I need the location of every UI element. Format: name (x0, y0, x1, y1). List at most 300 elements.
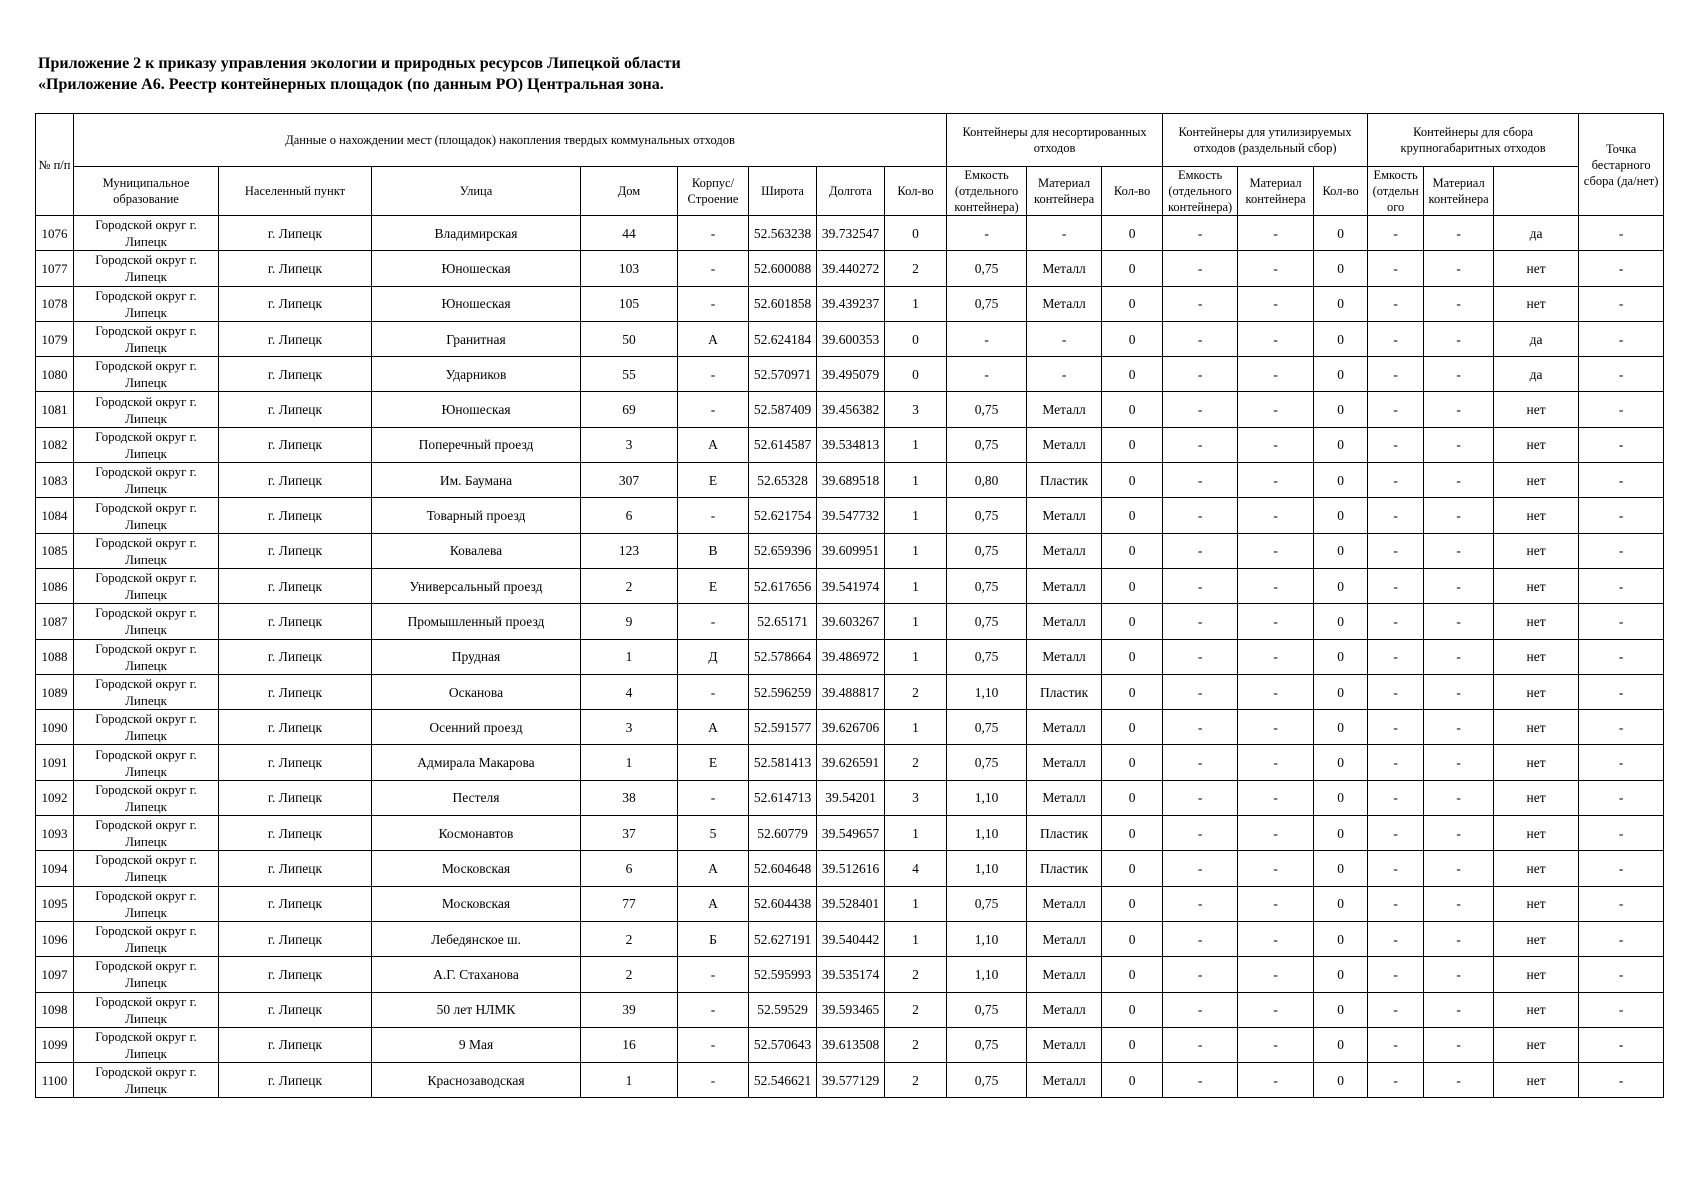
cell-settlement: г. Липецк (219, 498, 372, 533)
cell-building: - (678, 1063, 749, 1098)
cell-municipality: Городской округ г. Липецк (74, 216, 219, 251)
cell-building: А (678, 321, 749, 356)
cell-bulky-count: 0 (1314, 463, 1368, 498)
cell-bulky-material: - (1424, 604, 1494, 639)
cell-bulky-material: - (1424, 321, 1494, 356)
cell-bulky-count: 0 (1314, 1063, 1368, 1098)
cell-settlement: г. Липецк (219, 216, 372, 251)
cell-recycle-material: - (1238, 216, 1314, 251)
cell-num: 1080 (36, 357, 74, 392)
cell-note: - (1579, 745, 1664, 780)
cell-num: 1096 (36, 921, 74, 956)
table-row (36, 957, 1664, 992)
cell-lat: 52.604648 (749, 851, 817, 886)
cell-unsorted-capacity: 1,10 (947, 921, 1027, 956)
cell-recycle-capacity: - (1163, 639, 1238, 674)
cell-house: 6 (581, 498, 678, 533)
cell-unsorted-material: Пластик (1027, 851, 1102, 886)
cell-bulky-count: 0 (1314, 816, 1368, 851)
cell-lat: 52.65171 (749, 604, 817, 639)
cell-house: 1 (581, 639, 678, 674)
cell-bulky-material: - (1424, 816, 1494, 851)
cell-unsorted-material: Металл (1027, 392, 1102, 427)
cell-unsorted-capacity: 0,75 (947, 710, 1027, 745)
cell-num: 1094 (36, 851, 74, 886)
cell-street: Лебедянское ш. (372, 921, 581, 956)
cell-building: - (678, 216, 749, 251)
cell-building: - (678, 992, 749, 1027)
cell-bulky-material: - (1424, 710, 1494, 745)
header-bulky-capacity: Емкость (отдельн ого (1368, 167, 1424, 216)
cell-unsorted-material: Металл (1027, 780, 1102, 815)
cell-unsorted-count: 1 (885, 427, 947, 462)
cell-street: Московская (372, 851, 581, 886)
cell-bulky-count: 0 (1314, 639, 1368, 674)
cell-building: - (678, 780, 749, 815)
cell-house: 2 (581, 568, 678, 603)
cell-num: 1081 (36, 392, 74, 427)
cell-recycle-count: 0 (1102, 992, 1163, 1027)
cell-settlement: г. Липецк (219, 251, 372, 286)
cell-house: 2 (581, 957, 678, 992)
cell-building: Б (678, 921, 749, 956)
cell-num: 1076 (36, 216, 74, 251)
cell-unsorted-material: Металл (1027, 533, 1102, 568)
table-row (36, 710, 1664, 745)
cell-recycle-capacity: - (1163, 498, 1238, 533)
cell-lat: 52.59529 (749, 992, 817, 1027)
table-row (36, 251, 1664, 286)
cell-bulky-material: - (1424, 1063, 1494, 1098)
cell-building: 5 (678, 816, 749, 851)
cell-house: 2 (581, 921, 678, 956)
cell-recycle-material: - (1238, 463, 1314, 498)
cell-settlement: г. Липецк (219, 321, 372, 356)
cell-street: Им. Баумана (372, 463, 581, 498)
cell-bulky-capacity: - (1368, 992, 1424, 1027)
cell-bulk-point: нет (1494, 851, 1579, 886)
cell-lon: 39.495079 (817, 357, 885, 392)
cell-recycle-count: 0 (1102, 780, 1163, 815)
cell-municipality: Городской округ г. Липецк (74, 533, 219, 568)
cell-bulky-material: - (1424, 463, 1494, 498)
cell-num: 1089 (36, 674, 74, 709)
cell-num: 1092 (36, 780, 74, 815)
cell-bulky-material: - (1424, 498, 1494, 533)
cell-recycle-capacity: - (1163, 745, 1238, 780)
cell-settlement: г. Липецк (219, 1063, 372, 1098)
cell-recycle-count: 0 (1102, 533, 1163, 568)
cell-unsorted-count: 1 (885, 604, 947, 639)
cell-unsorted-material: Металл (1027, 1063, 1102, 1098)
cell-bulky-material: - (1424, 886, 1494, 921)
cell-unsorted-capacity: 0,75 (947, 604, 1027, 639)
cell-lat: 52.591577 (749, 710, 817, 745)
cell-bulk-point: нет (1494, 816, 1579, 851)
table-row (36, 674, 1664, 709)
cell-num: 1090 (36, 710, 74, 745)
cell-municipality: Городской округ г. Липецк (74, 604, 219, 639)
cell-recycle-capacity: - (1163, 816, 1238, 851)
cell-bulk-point: нет (1494, 992, 1579, 1027)
cell-bulky-material: - (1424, 286, 1494, 321)
cell-unsorted-capacity: 0,75 (947, 251, 1027, 286)
cell-building: - (678, 251, 749, 286)
cell-unsorted-count: 0 (885, 321, 947, 356)
cell-bulk-point: нет (1494, 921, 1579, 956)
table-row (36, 816, 1664, 851)
cell-recycle-capacity: - (1163, 568, 1238, 603)
cell-recycle-capacity: - (1163, 710, 1238, 745)
cell-bulky-material: - (1424, 1027, 1494, 1062)
cell-lon: 39.540442 (817, 921, 885, 956)
cell-municipality: Городской округ г. Липецк (74, 463, 219, 498)
cell-municipality: Городской округ г. Липецк (74, 427, 219, 462)
cell-unsorted-count: 2 (885, 251, 947, 286)
cell-bulky-capacity: - (1368, 710, 1424, 745)
cell-municipality: Городской округ г. Липецк (74, 321, 219, 356)
cell-recycle-capacity: - (1163, 392, 1238, 427)
cell-municipality: Городской округ г. Липецк (74, 568, 219, 603)
cell-bulky-material: - (1424, 568, 1494, 603)
cell-recycle-count: 0 (1102, 216, 1163, 251)
cell-recycle-material: - (1238, 568, 1314, 603)
cell-lon: 39.535174 (817, 957, 885, 992)
header-bulky-material: Материал контейнера (1424, 167, 1494, 216)
cell-settlement: г. Липецк (219, 604, 372, 639)
table-row (36, 357, 1664, 392)
cell-num: 1099 (36, 1027, 74, 1062)
cell-settlement: г. Липецк (219, 533, 372, 568)
cell-unsorted-count: 1 (885, 286, 947, 321)
cell-unsorted-material: Металл (1027, 604, 1102, 639)
cell-settlement: г. Липецк (219, 427, 372, 462)
cell-municipality: Городской округ г. Липецк (74, 710, 219, 745)
cell-num: 1100 (36, 1063, 74, 1098)
cell-municipality: Городской округ г. Липецк (74, 921, 219, 956)
cell-bulky-capacity: - (1368, 463, 1424, 498)
cell-bulky-count: 0 (1314, 745, 1368, 780)
cell-bulky-capacity: - (1368, 674, 1424, 709)
table-row (36, 392, 1664, 427)
cell-lon: 39.439237 (817, 286, 885, 321)
cell-house: 38 (581, 780, 678, 815)
cell-bulky-count: 0 (1314, 533, 1368, 568)
cell-unsorted-material: Металл (1027, 710, 1102, 745)
heading-line-2: «Приложение А6. Реестр контейнерных площадок (по данным РО) Центральная зона. (38, 76, 664, 93)
cell-lon: 39.541974 (817, 568, 885, 603)
cell-municipality: Городской округ г. Липецк (74, 780, 219, 815)
cell-unsorted-material: Металл (1027, 745, 1102, 780)
cell-bulky-count: 0 (1314, 780, 1368, 815)
cell-bulk-point: нет (1494, 745, 1579, 780)
header-bulky-count: Кол-во (1314, 167, 1368, 216)
table-row (36, 851, 1664, 886)
cell-note: - (1579, 992, 1664, 1027)
cell-lon: 39.456382 (817, 392, 885, 427)
cell-municipality: Городской округ г. Липецк (74, 1063, 219, 1098)
cell-municipality: Городской округ г. Липецк (74, 1027, 219, 1062)
cell-building: А (678, 427, 749, 462)
cell-settlement: г. Липецк (219, 886, 372, 921)
cell-recycle-count: 0 (1102, 568, 1163, 603)
cell-recycle-capacity: - (1163, 992, 1238, 1027)
cell-street: Универсальный проезд (372, 568, 581, 603)
cell-unsorted-capacity: - (947, 216, 1027, 251)
header-recycle-count: Кол-во (1102, 167, 1163, 216)
cell-recycle-material: - (1238, 604, 1314, 639)
cell-recycle-material: - (1238, 745, 1314, 780)
cell-street: Юношеская (372, 251, 581, 286)
header-recycle-group: Контейнеры для утилизируемых отходов (раздельный сбор) (1163, 114, 1368, 167)
cell-municipality: Городской округ г. Липецк (74, 357, 219, 392)
cell-bulky-material: - (1424, 957, 1494, 992)
cell-num: 1085 (36, 533, 74, 568)
cell-recycle-material: - (1238, 533, 1314, 568)
cell-street: Юношеская (372, 286, 581, 321)
header-house: Дом (581, 167, 678, 216)
cell-bulky-material: - (1424, 216, 1494, 251)
cell-note: - (1579, 674, 1664, 709)
cell-settlement: г. Липецк (219, 357, 372, 392)
cell-bulky-capacity: - (1368, 957, 1424, 992)
cell-recycle-count: 0 (1102, 710, 1163, 745)
cell-recycle-count: 0 (1102, 463, 1163, 498)
cell-settlement: г. Липецк (219, 992, 372, 1027)
table-row (36, 568, 1664, 603)
table-row (36, 745, 1664, 780)
cell-recycle-count: 0 (1102, 816, 1163, 851)
cell-recycle-count: 0 (1102, 498, 1163, 533)
cell-house: 3 (581, 427, 678, 462)
cell-bulky-count: 0 (1314, 886, 1368, 921)
cell-lon: 39.549657 (817, 816, 885, 851)
cell-bulky-capacity: - (1368, 851, 1424, 886)
cell-bulky-material: - (1424, 639, 1494, 674)
cell-recycle-count: 0 (1102, 745, 1163, 780)
cell-bulky-count: 0 (1314, 392, 1368, 427)
cell-unsorted-count: 2 (885, 957, 947, 992)
cell-bulky-material: - (1424, 357, 1494, 392)
cell-note: - (1579, 710, 1664, 745)
cell-bulky-material: - (1424, 427, 1494, 462)
cell-lon: 39.528401 (817, 886, 885, 921)
cell-note: - (1579, 780, 1664, 815)
cell-building: А (678, 886, 749, 921)
header-num: № п/п (36, 114, 74, 216)
cell-recycle-capacity: - (1163, 533, 1238, 568)
cell-note: - (1579, 1063, 1664, 1098)
cell-unsorted-count: 2 (885, 1063, 947, 1098)
cell-recycle-count: 0 (1102, 392, 1163, 427)
cell-bulky-capacity: - (1368, 286, 1424, 321)
cell-recycle-count: 0 (1102, 1027, 1163, 1062)
cell-unsorted-material: Пластик (1027, 463, 1102, 498)
cell-building: - (678, 498, 749, 533)
cell-recycle-count: 0 (1102, 639, 1163, 674)
cell-lat: 52.546621 (749, 1063, 817, 1098)
cell-lon: 39.54201 (817, 780, 885, 815)
cell-bulky-count: 0 (1314, 498, 1368, 533)
cell-num: 1091 (36, 745, 74, 780)
cell-bulky-count: 0 (1314, 321, 1368, 356)
cell-unsorted-count: 2 (885, 745, 947, 780)
cell-lat: 52.627191 (749, 921, 817, 956)
table-row (36, 992, 1664, 1027)
cell-municipality: Городской округ г. Липецк (74, 957, 219, 992)
cell-recycle-material: - (1238, 957, 1314, 992)
cell-unsorted-material: Металл (1027, 251, 1102, 286)
cell-building: А (678, 710, 749, 745)
cell-building: - (678, 286, 749, 321)
cell-municipality: Городской округ г. Липецк (74, 745, 219, 780)
cell-note: - (1579, 251, 1664, 286)
table-row (36, 1027, 1664, 1062)
cell-street: 9 Мая (372, 1027, 581, 1062)
cell-unsorted-capacity: 0,80 (947, 463, 1027, 498)
cell-street: Прудная (372, 639, 581, 674)
cell-bulky-capacity: - (1368, 568, 1424, 603)
table-row (36, 427, 1664, 462)
cell-house: 4 (581, 674, 678, 709)
cell-building: Д (678, 639, 749, 674)
cell-lon: 39.593465 (817, 992, 885, 1027)
cell-house: 105 (581, 286, 678, 321)
cell-unsorted-capacity: 0,75 (947, 568, 1027, 603)
cell-street: Владимирская (372, 216, 581, 251)
cell-lon: 39.626706 (817, 710, 885, 745)
cell-street: Осенний проезд (372, 710, 581, 745)
cell-municipality: Городской округ г. Липецк (74, 992, 219, 1027)
cell-unsorted-capacity: 0,75 (947, 533, 1027, 568)
cell-recycle-capacity: - (1163, 286, 1238, 321)
cell-house: 3 (581, 710, 678, 745)
cell-building: Е (678, 745, 749, 780)
cell-settlement: г. Липецк (219, 957, 372, 992)
cell-bulky-capacity: - (1368, 427, 1424, 462)
cell-unsorted-material: Металл (1027, 886, 1102, 921)
cell-settlement: г. Липецк (219, 745, 372, 780)
cell-unsorted-material: - (1027, 216, 1102, 251)
cell-bulk-point: нет (1494, 604, 1579, 639)
cell-street: Космонавтов (372, 816, 581, 851)
cell-recycle-material: - (1238, 886, 1314, 921)
cell-lon: 39.440272 (817, 251, 885, 286)
cell-unsorted-material: Пластик (1027, 674, 1102, 709)
cell-unsorted-capacity: 1,10 (947, 816, 1027, 851)
cell-bulk-point: нет (1494, 286, 1579, 321)
cell-settlement: г. Липецк (219, 639, 372, 674)
cell-settlement: г. Липецк (219, 568, 372, 603)
cell-house: 50 (581, 321, 678, 356)
cell-note: - (1579, 568, 1664, 603)
table-row (36, 1063, 1664, 1098)
cell-municipality: Городской округ г. Липецк (74, 851, 219, 886)
cell-settlement: г. Липецк (219, 921, 372, 956)
cell-recycle-material: - (1238, 1063, 1314, 1098)
cell-bulk-point: нет (1494, 463, 1579, 498)
cell-recycle-capacity: - (1163, 780, 1238, 815)
cell-bulk-point: нет (1494, 251, 1579, 286)
cell-note: - (1579, 533, 1664, 568)
cell-building: - (678, 957, 749, 992)
cell-building: А (678, 851, 749, 886)
cell-unsorted-capacity: 0,75 (947, 886, 1027, 921)
cell-street: Поперечный проезд (372, 427, 581, 462)
cell-lat: 52.570971 (749, 357, 817, 392)
cell-bulky-count: 0 (1314, 357, 1368, 392)
cell-house: 16 (581, 1027, 678, 1062)
cell-lon: 39.512616 (817, 851, 885, 886)
cell-bulky-material: - (1424, 992, 1494, 1027)
cell-unsorted-count: 0 (885, 216, 947, 251)
cell-recycle-capacity: - (1163, 357, 1238, 392)
cell-bulk-point: нет (1494, 568, 1579, 603)
cell-recycle-material: - (1238, 498, 1314, 533)
cell-recycle-capacity: - (1163, 321, 1238, 356)
cell-house: 37 (581, 816, 678, 851)
cell-house: 1 (581, 745, 678, 780)
cell-recycle-count: 0 (1102, 251, 1163, 286)
cell-recycle-material: - (1238, 427, 1314, 462)
cell-num: 1097 (36, 957, 74, 992)
cell-recycle-material: - (1238, 357, 1314, 392)
cell-bulk-point: нет (1494, 1027, 1579, 1062)
cell-unsorted-count: 2 (885, 674, 947, 709)
cell-building: - (678, 604, 749, 639)
cell-recycle-count: 0 (1102, 851, 1163, 886)
cell-street: Ковалева (372, 533, 581, 568)
cell-unsorted-material: - (1027, 357, 1102, 392)
cell-recycle-material: - (1238, 992, 1314, 1027)
cell-bulk-point: да (1494, 321, 1579, 356)
table-row (36, 604, 1664, 639)
cell-unsorted-count: 1 (885, 886, 947, 921)
cell-note: - (1579, 886, 1664, 921)
cell-num: 1093 (36, 816, 74, 851)
cell-bulky-count: 0 (1314, 286, 1368, 321)
cell-note: - (1579, 427, 1664, 462)
cell-lat: 52.563238 (749, 216, 817, 251)
cell-bulk-point: да (1494, 357, 1579, 392)
cell-recycle-capacity: - (1163, 957, 1238, 992)
cell-unsorted-capacity: 0,75 (947, 639, 1027, 674)
cell-lat: 52.617656 (749, 568, 817, 603)
header-unsorted-group: Контейнеры для несортированных отходов (947, 114, 1163, 167)
cell-municipality: Городской округ г. Липецк (74, 392, 219, 427)
cell-bulk-point: нет (1494, 780, 1579, 815)
cell-bulky-capacity: - (1368, 1027, 1424, 1062)
header-settlement: Населенный пункт (219, 167, 372, 216)
cell-recycle-capacity: - (1163, 463, 1238, 498)
cell-building: Е (678, 568, 749, 603)
cell-unsorted-capacity: 0,75 (947, 498, 1027, 533)
cell-lat: 52.600088 (749, 251, 817, 286)
cell-settlement: г. Липецк (219, 674, 372, 709)
cell-num: 1082 (36, 427, 74, 462)
table-header (36, 114, 1664, 216)
cell-unsorted-count: 1 (885, 639, 947, 674)
cell-unsorted-capacity: 1,10 (947, 957, 1027, 992)
cell-building: - (678, 1027, 749, 1062)
table-row (36, 639, 1664, 674)
cell-bulk-point: нет (1494, 392, 1579, 427)
cell-recycle-material: - (1238, 392, 1314, 427)
cell-recycle-material: - (1238, 674, 1314, 709)
cell-street: Промышленный проезд (372, 604, 581, 639)
cell-lon: 39.600353 (817, 321, 885, 356)
cell-unsorted-capacity: 1,10 (947, 851, 1027, 886)
